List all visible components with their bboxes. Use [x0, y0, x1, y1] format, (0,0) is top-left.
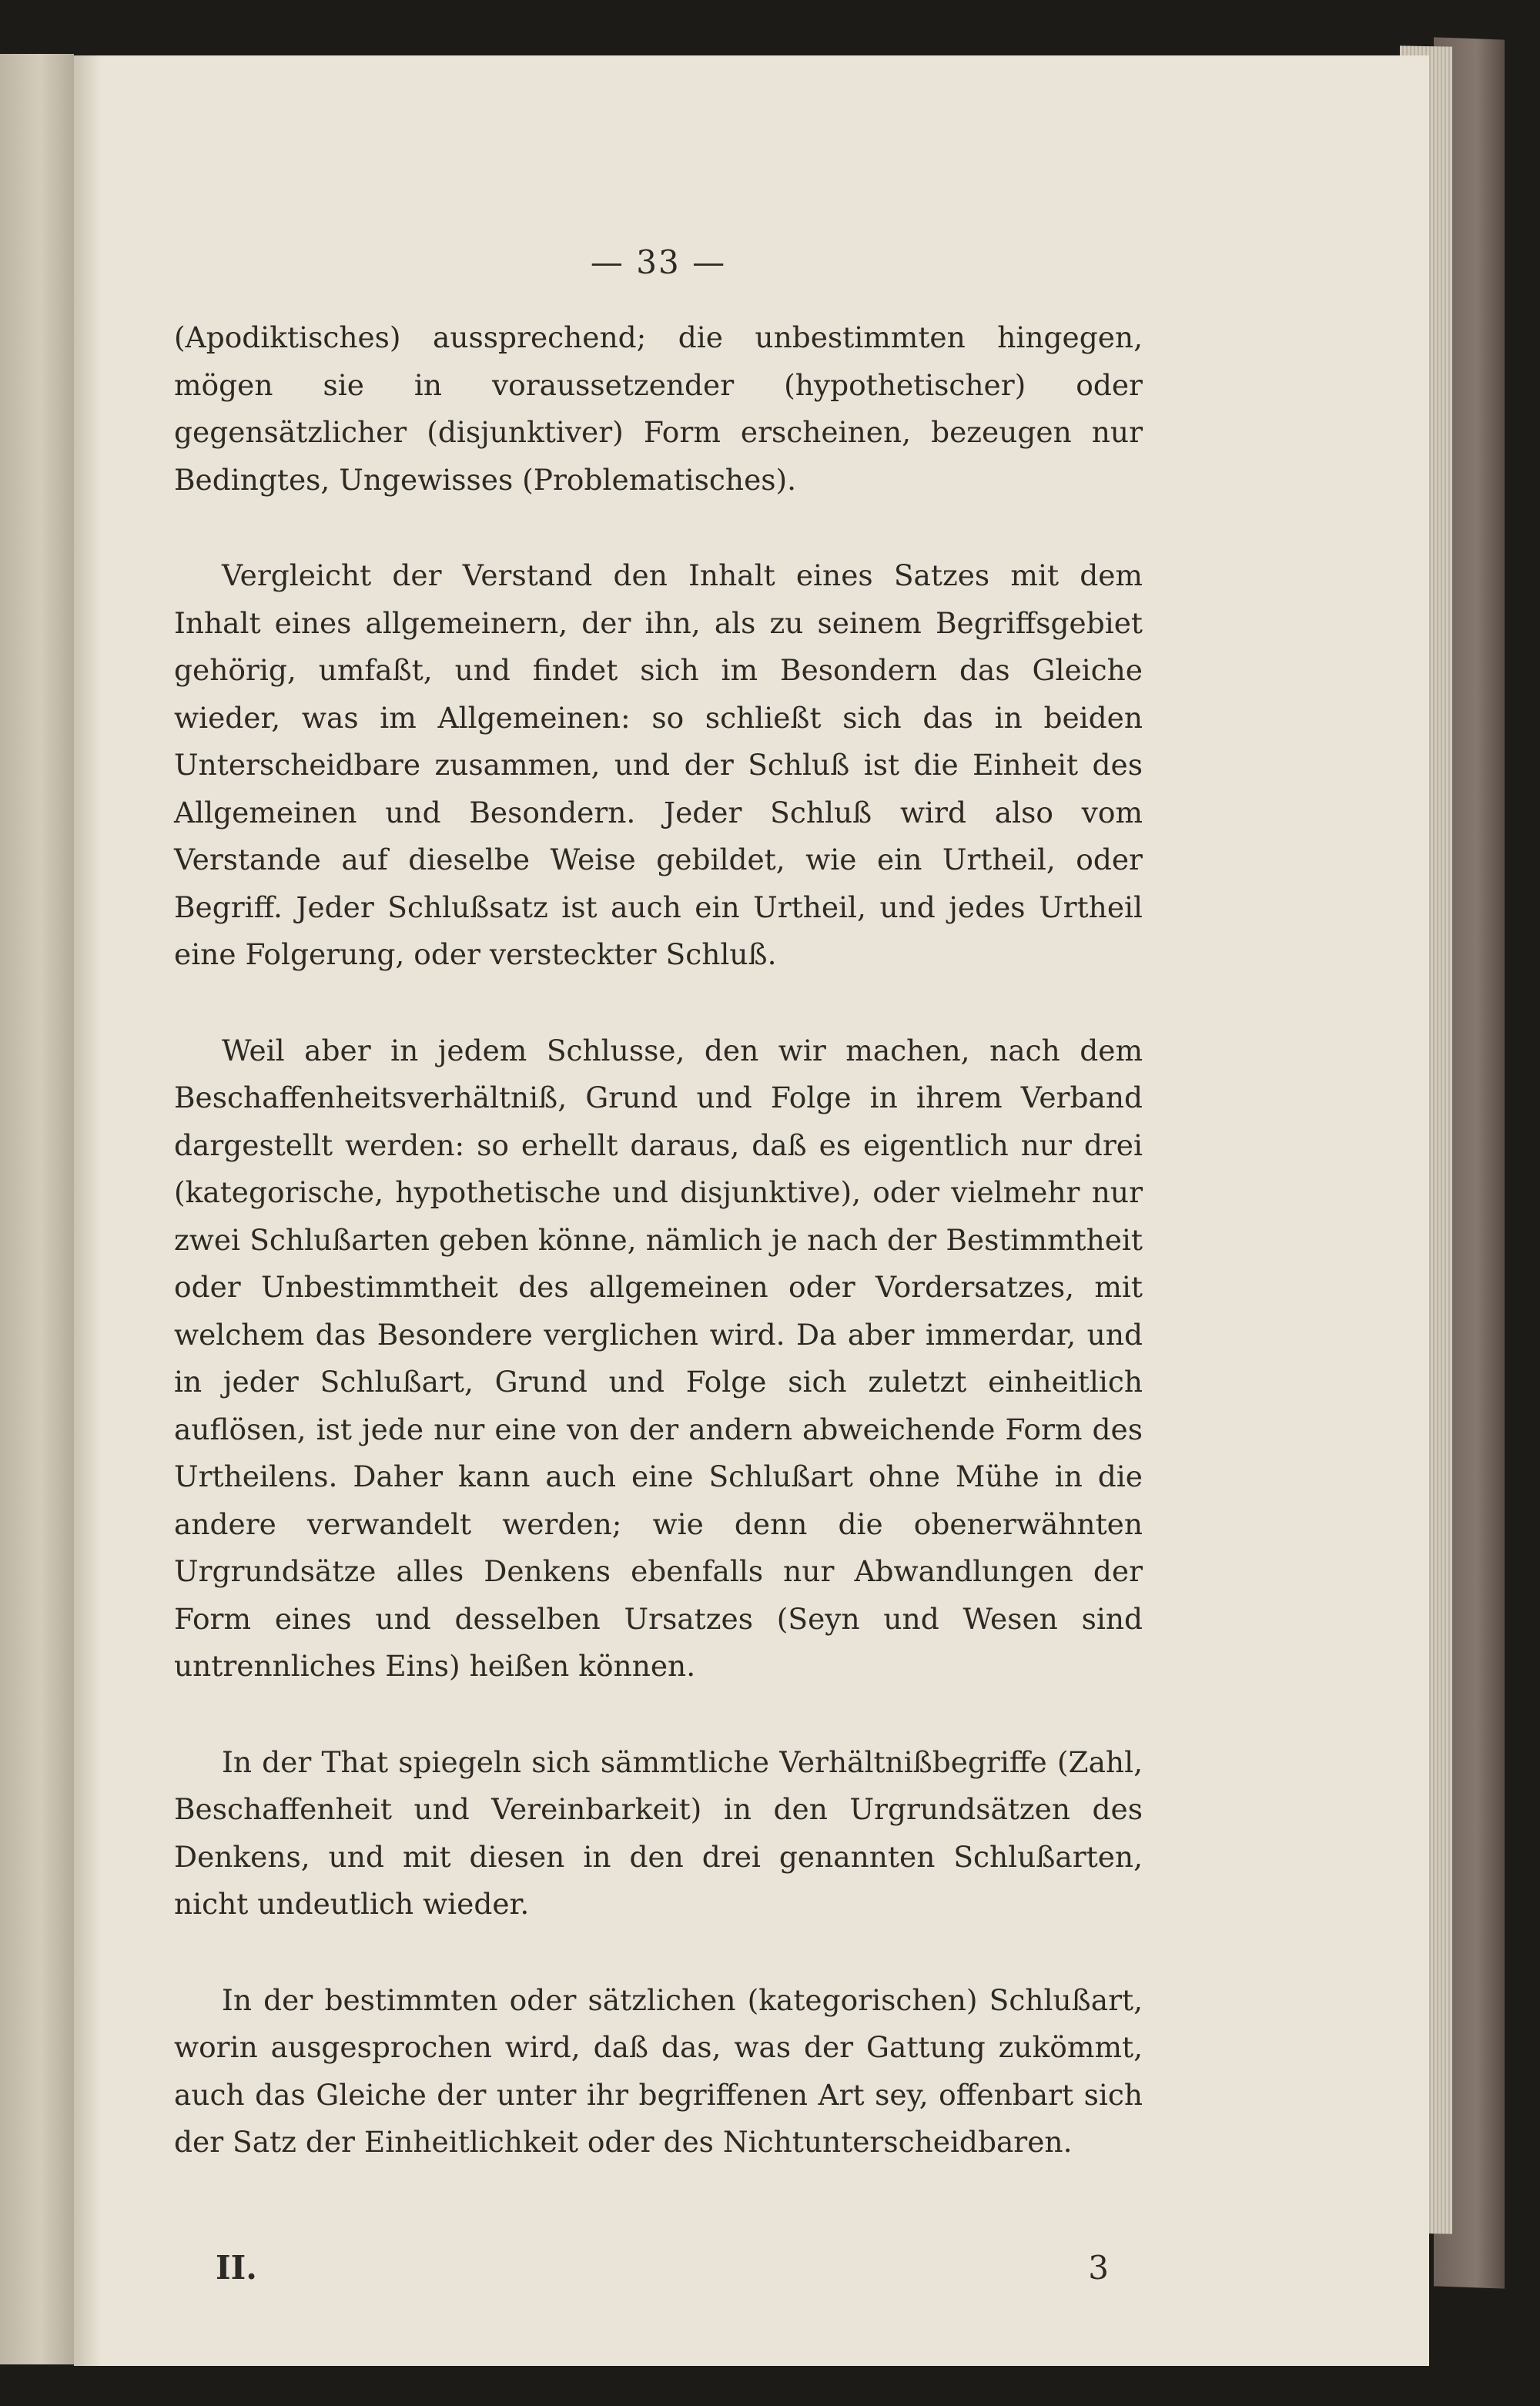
page-footer [216, 2249, 1109, 2287]
signature-mark: II. [216, 2249, 257, 2287]
paragraph: Weil aber in jedem Schlusse, den wir machen, nach dem Beschaffenheitsverhältniß, Grund und Folge in ihrem Verband dargestellt werden: so erhellt daraus, daß es eigentlich nur drei (kategorische, hypothetische und disjunktive), oder vielmehr nur zwei Schlußarten geben könne, nämlich je nach der Bestimmtheit oder Unbestimmtheit des allgemeinen oder Vordersatzes, mit welchem das Besondere verglichen wird. Da aber immerdar, und in jeder Schlußart, Grund und Folge sich zuletzt einheitlich auflösen, ist jede nur eine von der andern abweichende Form des Urtheilens. Daher kann auch eine Schlußart ohne Mühe in die andere verwandelt werden; wie denn die obenerwähnten Urgrundsätze alles Denkens ebenfalls nur Abwandlungen der Form eines und desselben Ursatzes (Seyn und Wesen sind untrennliches Eins) heißen können. [174, 1033, 1143, 1683]
page-number-header: — 33 — [590, 243, 727, 281]
gathering-number: 3 [1088, 2249, 1109, 2287]
page-body [174, 314, 1143, 2215]
paragraph: In der bestimmten oder sätzlichen (kategorischen) Schlußart, worin ausgesprochen wird, daß das, was der Gattung zukömmt, auch das Gleiche der unter ihr begriffenen Art sey, offenbart sich der Satz der Einheitlichkeit oder des Nichtunterscheidbaren. [174, 1982, 1143, 2159]
page-gutter-shadow [74, 55, 102, 2366]
facing-page-edge [0, 54, 74, 2364]
paragraph: In der That spiegeln sich sämmtliche Verhältnißbegriffe (Zahl, Beschaffenheit und Vereinbarkeit) in den Urgrundsätzen des Denkens, und mit diesen in den drei genannten Schlußarten, nicht undeutlich wieder. [174, 1744, 1143, 1921]
paragraph: (Apodiktisches) aussprechend; die unbestimmten hingegen, mögen sie in voraussetzender (hypothetischer) oder gegensätzlicher (disjunktiver) Form erscheinen, bezeugen nur Bedingtes, Ungewisses (Problematisches). [174, 320, 1143, 497]
paragraph: Vergleicht der Verstand den Inhalt eines Satzes mit dem Inhalt eines allgemeinern, der ihn, als zu seinem Begriffsgebiet gehörig, umfaßt, und findet sich im Besondern das Gleiche wieder, was im Allgemeinen: so schließt sich das in beiden Unterscheidbare zusammen, und der Schluß ist die Einheit des Allgemeinen und Besondern. Jeder Schluß wird also vom Verstande auf dieselbe Weise gebildet, wie ein Urtheil, oder Begriff. Jeder Schlußsatz ist auch ein Urtheil, und jedes Urtheil eine Folgerung, oder versteckter Schluß. [174, 558, 1143, 971]
